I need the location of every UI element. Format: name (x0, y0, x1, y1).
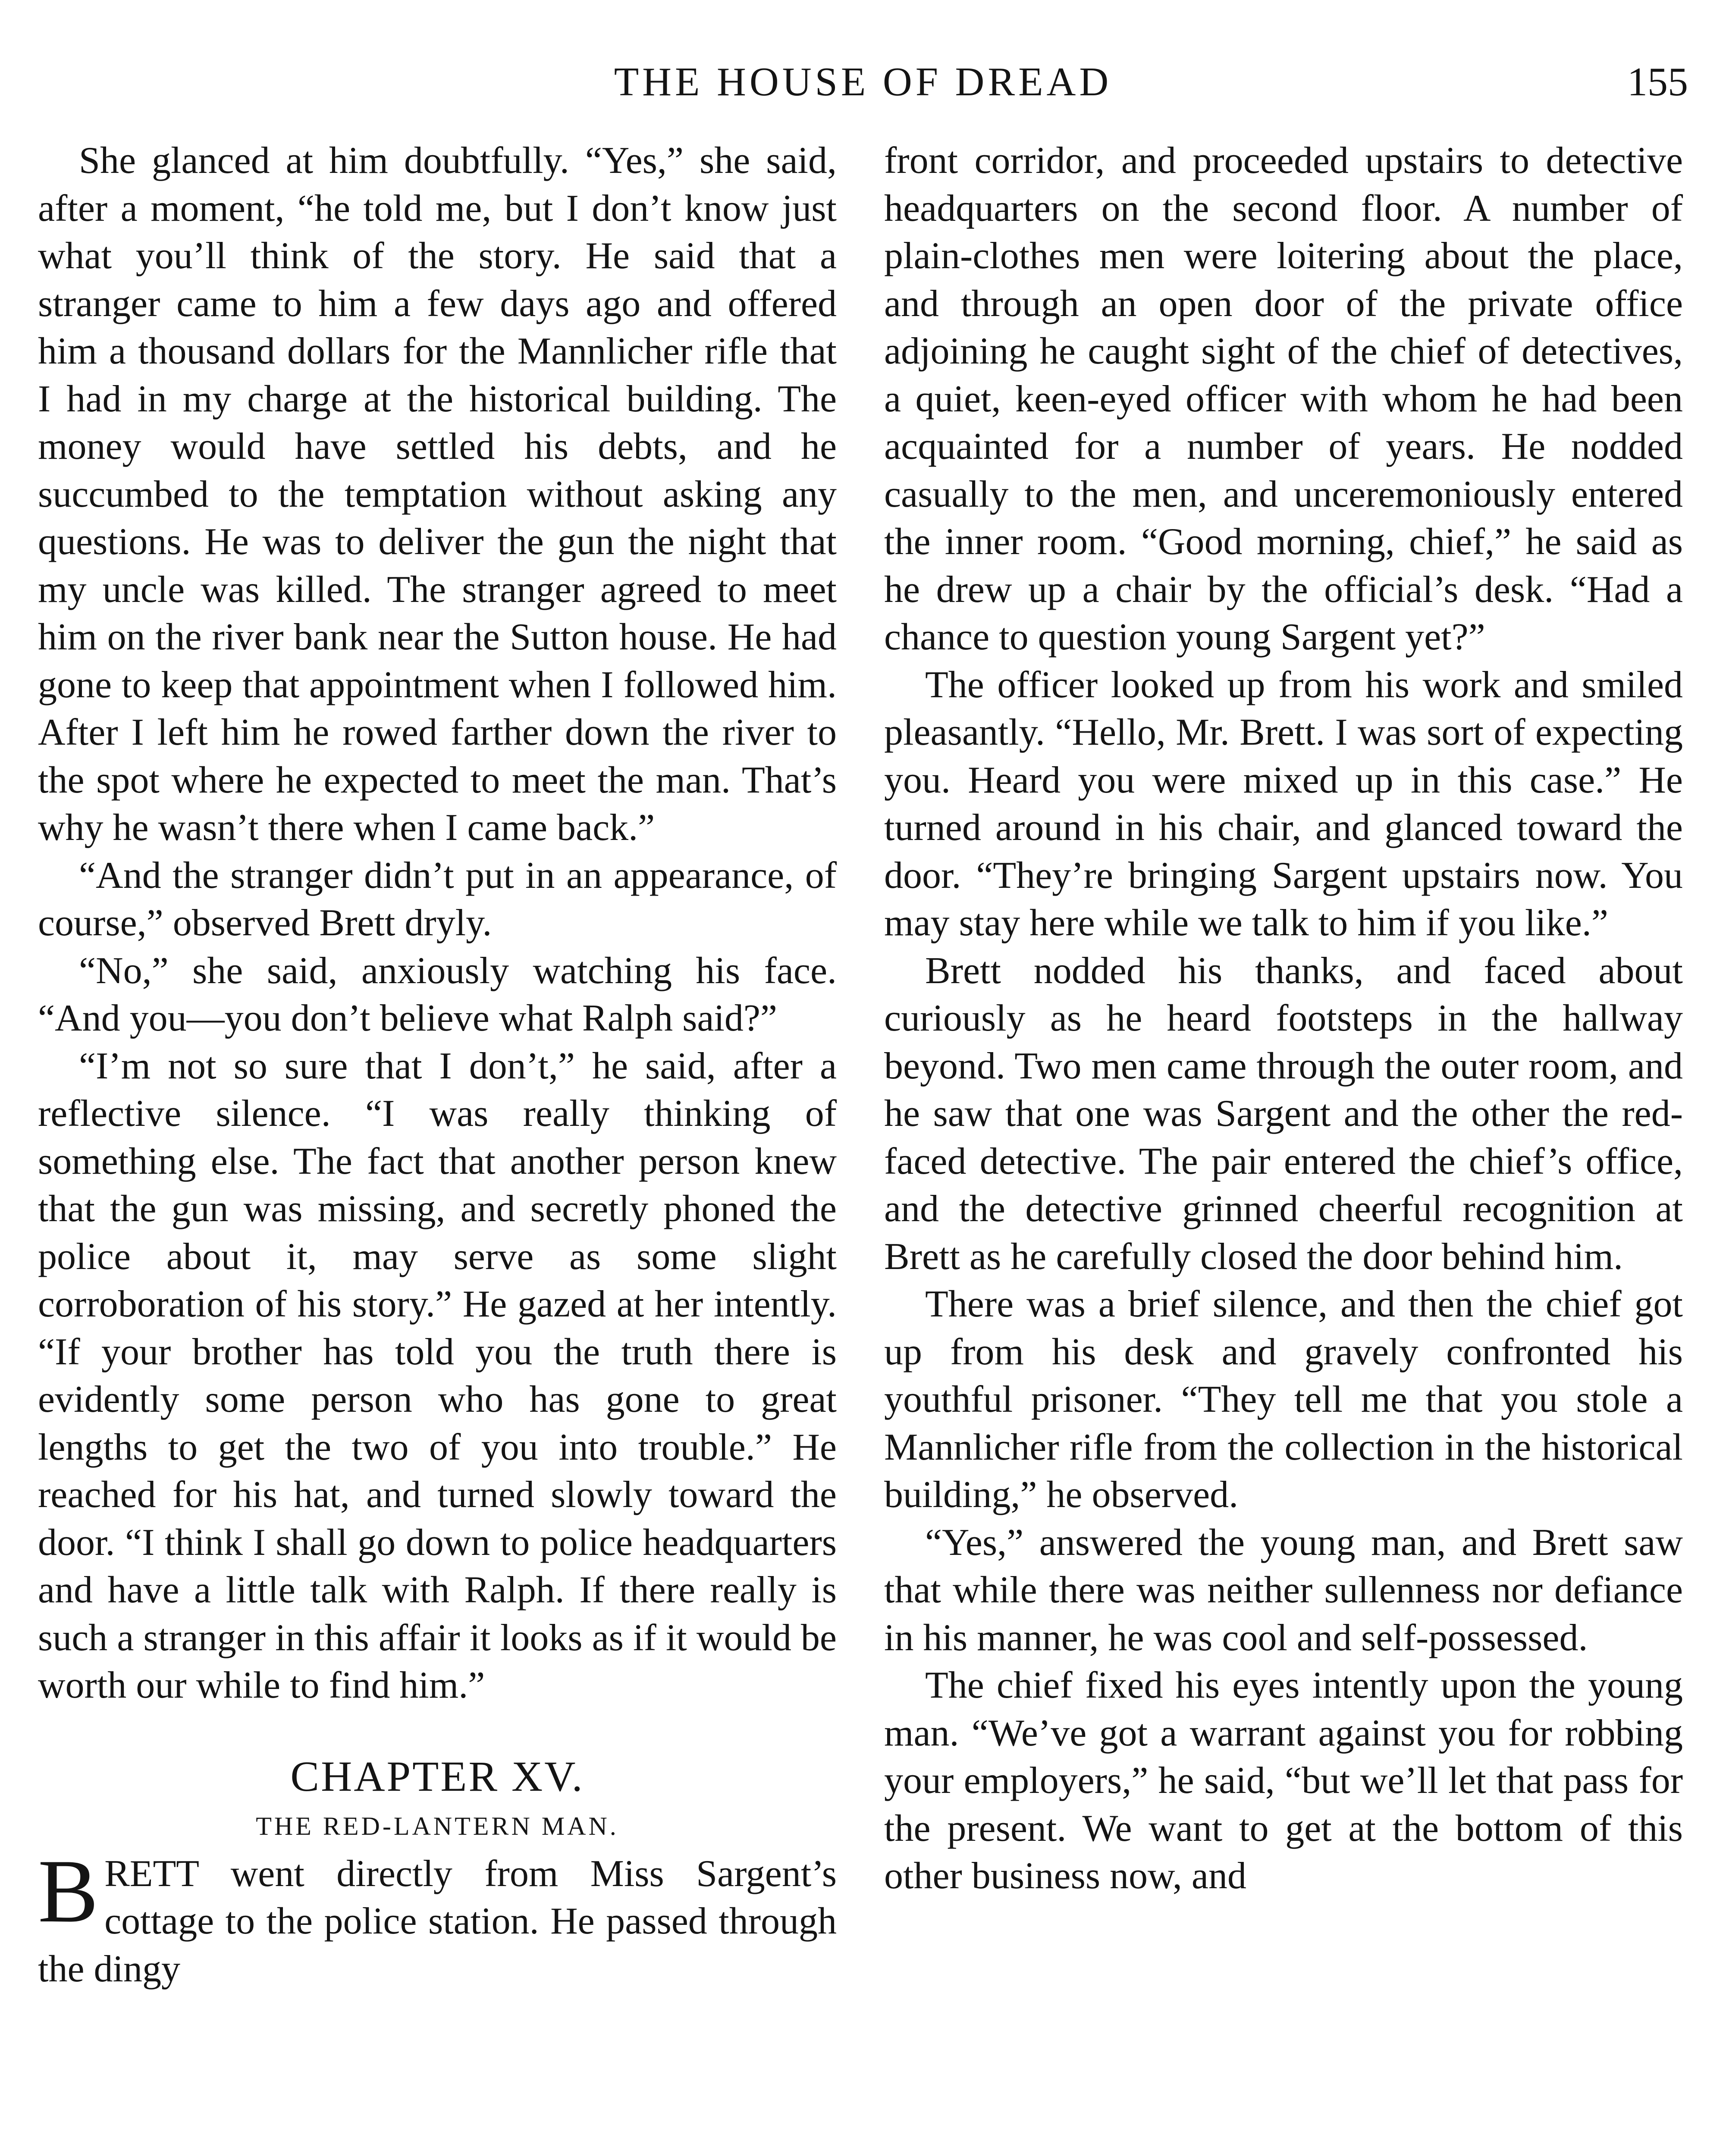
drop-cap: B (38, 1841, 99, 1941)
right-column (884, 137, 1683, 1900)
running-title: THE HOUSE OF DREAD (614, 60, 1112, 104)
left-column (38, 137, 837, 1993)
chapter-heading: CHAPTER XV. (290, 1752, 584, 1800)
paragraph: The chief fixed his eyes intently upon the young man. “We’ve got a warrant against you for robbing your employers,” he said, “but we’ll let that pass for the present. We want to get at the bottom of this other business now, and (884, 1664, 1683, 1897)
paragraph: “Yes,” answered the young man, and Brett saw that while there was neither sullenness nor defiance in his manner, he was cool and self-possessed. (884, 1521, 1683, 1659)
chapter-opening-paragraph (38, 1841, 837, 1993)
paragraph: There was a brief silence, and then the chief got up from his desk and gravely confronted his youthful prisoner. “They tell me that you stole a Mannlicher rifle from the collection in the historical building,” he observed. (884, 1283, 1683, 1516)
paragraph: “And the stranger didn’t put in an appearance, of course,” observed Brett dryly. (38, 854, 837, 944)
page-header (38, 52, 1688, 112)
paragraph: She glanced at him doubtfully. “Yes,” she said, after a moment, “he told me, but I don’t know just what you’ll think of the story. He said that a stranger came to him a few days ago and offered him a thousand dollars for the Mannlicher rifle that I had in my charge at the historical building. The money would have settled his debts, and he succumbed to the temptation without asking any questions. He was to deliver the gun the night that my uncle was killed. The stranger agreed to meet him on the river bank near the Sutton house. He had gone to keep that appointment when I followed him. After I left him he rowed farther down the river to the spot where he expected to meet the man. That’s why he wasn’t there when I came back.” (38, 140, 837, 849)
paragraph: “I’m not so sure that I don’t,” he said, after a reflective silence. “I was really thinking of something else. The fact that another person knew that the gun was missing, and secretly phoned the police about it, may serve as some slight corroboration of his story.” He gazed at her intently. “If your brother has told you the truth there is evidently some person who has gone to great lengths to get the two of you into trouble.” He reached for his hat, and turned slowly toward the door. “I think I shall go down to police headquarters and have a little talk with Ralph. If there really is such a stranger in this affair it looks as if it would be worth our while to find him.” (38, 1045, 837, 1706)
paragraph: “No,” she said, anxiously watching his face. “And you—you don’t believe what Ralph said?” (38, 950, 837, 1039)
chapter-opening-text: RETT went directly from Miss Sargent’s cottage to the police station. He passed through the dingy (38, 1852, 837, 1990)
chapter-title: THE RED-LANTERN MAN. (256, 1811, 619, 1840)
continued-paragraph: front corridor, and proceeded upstairs to detective headquarters on the second floor. A number of plain-clothes men were loitering about the place, and through an open door of the private office adjoining he caught sight of the chief of detectives, a quiet, keen-eyed officer with whom he had been acquainted for a number of years. He nodded casually to the men, and unceremoniously entered the inner room. “Good morning, chief,” he said as he drew up a chair by the official’s desk. “Had a chance to question young Sargent yet?” (884, 140, 1683, 658)
paragraph: Brett nodded his thanks, and faced about curiously as he heard footsteps in the hallway beyond. Two men came through the outer room, and he saw that one was Sargent and the other the red-faced detective. The pair entered the chief’s office, and the detective grinned cheerful recognition at Brett as he carefully closed the door behind him. (884, 950, 1683, 1278)
page-number: 155 (1627, 60, 1688, 104)
paragraph: The officer looked up from his work and smiled pleasantly. “Hello, Mr. Brett. I was sort of expecting you. Heard you were mixed up in this case.” He turned around in his chair, and glanced toward the door. “They’re bringing Sargent upstairs now. You may stay here while we talk to him if you like.” (884, 664, 1683, 944)
